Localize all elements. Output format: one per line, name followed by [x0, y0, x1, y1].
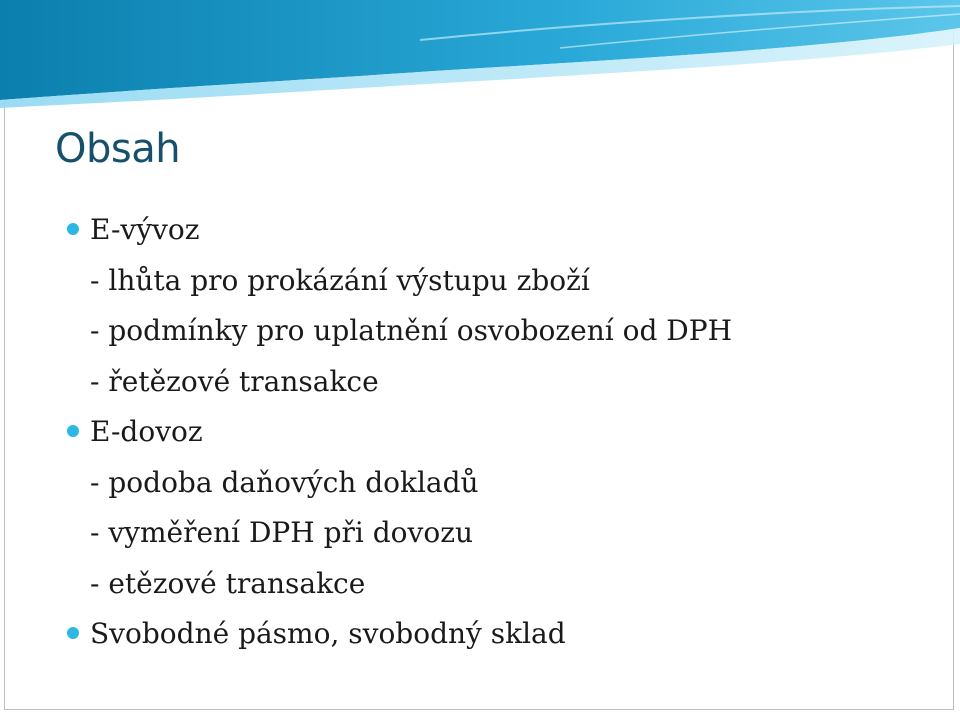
bullet-icon [67, 223, 79, 235]
bullet-icon [67, 627, 79, 639]
list-item-text: Svobodné pásmo, svobodný sklad [90, 617, 566, 650]
list-item-text: E-vývoz [90, 213, 200, 246]
list-item-text: - řetězové transakce [90, 364, 379, 398]
header-wave-banner [0, 0, 960, 120]
list-item [0, 410, 900, 461]
list-item [0, 461, 900, 512]
bullet-icon [67, 425, 79, 437]
list-item [0, 612, 900, 663]
list-item [0, 511, 900, 562]
list-item-text: - podoba daňových dokladů [90, 465, 479, 499]
list-item [0, 562, 900, 613]
list-item-text: - vyměření DPH při dovozu [90, 516, 473, 549]
list-item-text: E-dovoz [90, 415, 203, 448]
list-item [0, 259, 900, 310]
list-item [0, 309, 900, 360]
list-item-text: - etězové transakce [90, 566, 366, 600]
list-item-text: - podmínky pro uplatnění osvobození od DPH [90, 314, 732, 347]
list-item [0, 360, 900, 411]
list-item [0, 208, 900, 259]
slide-content [0, 208, 900, 663]
slide-title: Obsah [55, 126, 181, 172]
list-item-text: - lhůta pro prokázání výstupu zboží [90, 263, 590, 297]
